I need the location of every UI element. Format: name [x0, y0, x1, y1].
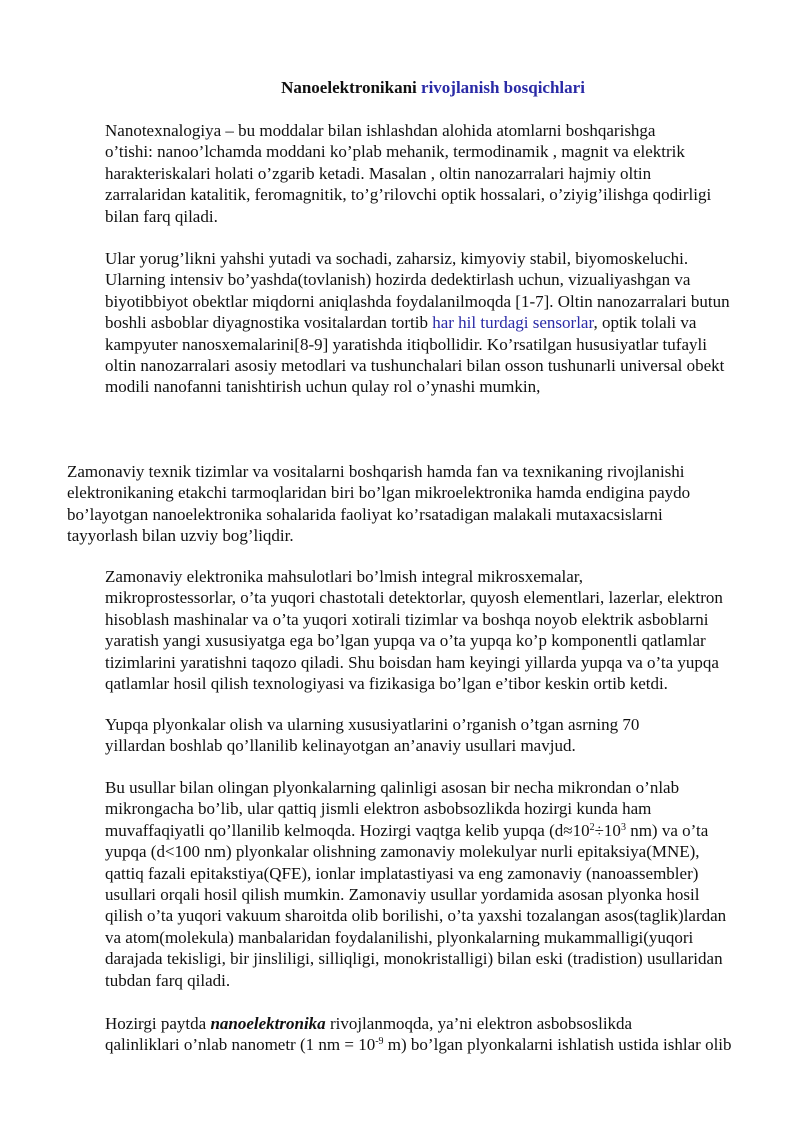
- title-part-2: rivojlanish bosqichlari: [421, 78, 585, 97]
- text-run: muvaffaqiyatli qo’llanilib kelmoqda. Hozirgi vaqtga kelib yupqa (d≈10: [105, 820, 590, 840]
- paragraph-4: [67, 566, 759, 694]
- paragraph-line: [67, 1013, 759, 1034]
- superscript: -9: [375, 1036, 384, 1048]
- paragraph-line: harakteriskalari holati o’zgarib ketadi. Masalan , oltin nanozarralari hajmiy oltin: [105, 163, 652, 183]
- paragraph-line: bilan farq qiladi.: [105, 206, 218, 226]
- paragraph-line: yupqa (d<100 nm) plyonkalar olishning zamonaviy molekulyar nurli epitaksiya(MNE),: [105, 842, 700, 862]
- text-run: qalinliklari o’nlab nanometr (1 nm = 10: [105, 1035, 376, 1055]
- emphasis-term: nanoelektronika: [210, 1014, 326, 1033]
- paragraph-line: [67, 312, 759, 333]
- paragraph-6: [67, 777, 759, 991]
- paragraph-line: bo’layotgan nanoelektronika sohalarida faoliyat ko’rsatadigan malakali mutaxacsislarni: [67, 504, 663, 524]
- superscript: 3: [620, 821, 626, 833]
- sensors-link[interactable]: har hil turdagi sensorlar: [432, 313, 594, 333]
- paragraph-line: Nanotexnalogiya – bu moddalar bilan ishlashdan alohida atomlarni boshqarishga: [105, 121, 656, 140]
- paragraph-line: mikrongacha bo’lib, ular qattiq jismli elektron asbobsozlikda hozirgi kunda ham: [105, 799, 652, 819]
- paragraph-line: oltin nanozarralari asosiy metodlari va tushunchalari bilan osson tushunarli universal obekt: [105, 356, 725, 376]
- paragraph-line: darajada tekisligi, bir jinsliligi, silliqligi, monokristalligi) bilan eski (tradistion) usullaridan: [105, 949, 723, 969]
- paragraph-1: [67, 120, 759, 227]
- paragraph-line: o’tishi: nanoo’lchamda moddani ko’plab mehanik, termodinamik , magnit va elektrik: [105, 142, 685, 162]
- paragraph-5: [67, 714, 759, 757]
- paragraph-line: tizimlarini yaratishni taqozo qiladi. Shu boisdan ham keyingi yillarda yupqa va o’ta yupqa: [105, 652, 719, 672]
- paragraph-line: [67, 820, 759, 841]
- text-run: Hozirgi paytda: [105, 1014, 211, 1033]
- paragraph-line: Yupqa plyonkalar olish va ularning xususiyatlarini o’rganish o’tgan asrning 70: [105, 715, 640, 734]
- paragraph-line: va atom(molekula) manbalaridan foydalanilishi, plyonkalarning mukammalligi(yuqori: [105, 927, 694, 947]
- paragraph-line: [67, 1034, 759, 1055]
- text-run: rivojlanmoqda, ya’ni elektron asbobsoslikda: [325, 1014, 633, 1033]
- paragraph-3: [67, 461, 759, 547]
- paragraph-2: [67, 248, 759, 398]
- paragraph-line: Zamonaviy elektronika mahsulotlari bo’lmish integral mikrosxemalar,: [105, 567, 584, 586]
- paragraph-line: biyotibbiyot obektlar miqdorni aniqlashda foydalanilmoqda [1-7]. Oltin nanozarralari butun: [105, 291, 730, 311]
- paragraph-line: hisoblash mashinalar va o’ta yuqori xotirali tizimlar va boshqa noyob elektrik asboblarni: [105, 609, 709, 629]
- paragraph-line: yaratish yangi xususiyatga ega bo’lgan yupqa va o’ta yupqa ko’p komponentli qatlamlar: [105, 631, 706, 651]
- title-part-1: Nanoelektronikani: [281, 78, 422, 97]
- text-run: m) bo’lgan plyonkalarni ishlatish ustida ishlar olib: [383, 1035, 732, 1055]
- paragraph-line: qattiq fazali epitakstiya(QFE), ionlar implatastiyasi va eng zamonaviy (nanoassembler): [105, 863, 699, 883]
- paragraph-line: Ularning intensiv bo’yashda(tovlanish) hozirda dedektirlash uchun, vizualiyashgan va: [105, 270, 691, 290]
- paragraph-line: tayyorlash bilan uzviy bog’liqdir.: [67, 526, 294, 546]
- paragraph-line: qatlamlar hosil qilish texnologiyasi va fizikasiga bo’lgan e’tibor keskin ortib ketdi.: [105, 674, 668, 694]
- paragraph-line: modili nanofanni tanishtirish uchun qulay rol o’ynashi mumkin,: [105, 377, 541, 397]
- paragraph-7: [67, 1013, 759, 1056]
- paragraph-line: zarralaridan katalitik, feromagnitik, to’g’rilovchi optik hossalari, o’ziyig’ilishga qodirligi: [105, 185, 712, 205]
- paragraph-line: elektronikaning etakchi tarmoqlaridan biri bo’lgan mikroelektronika hamda endigina paydo: [67, 483, 691, 503]
- text-run: nm) va o’ta: [625, 820, 709, 840]
- page-title: [0, 77, 800, 98]
- paragraph-line: Zamonaviy texnik tizimlar va vositalarni boshqarish hamda fan va texnikaning rivojlanishi: [67, 462, 685, 481]
- text-run: , optik tolali va: [593, 313, 697, 333]
- paragraph-line: usullari orqali hosil qilish mumkin. Zamonaviy usullar yordamida asosan plyonka hosil: [105, 885, 700, 905]
- paragraph-line: Bu usullar bilan olingan plyonkalarning qalinligi asosan bir necha mikrondan o’nlab: [105, 778, 680, 797]
- paragraph-line: Ular yorug’likni yahshi yutadi va sochadi, zaharsiz, kimyoviy stabil, biyomoskeluchi.: [105, 249, 689, 268]
- paragraph-line: tubdan farq qiladi.: [105, 970, 231, 990]
- text-run: ÷10: [594, 820, 621, 840]
- superscript: 2: [589, 821, 595, 833]
- paragraph-line: mikroprostessorlar, o’ta yuqori chastotali detektorlar, quyosh elementlari, lazerlar, elektron: [105, 588, 723, 608]
- paragraph-line: yillardan boshlab qo’llanilib kelinayotgan an’anaviy usullari mavjud.: [105, 736, 576, 756]
- text-run: boshli asboblar diyagnostika vositalardan tortib: [105, 313, 433, 333]
- paragraph-line: kampyuter nanosxemalarini[8-9] yaratishda itiqbollidir. Ko’rsatilgan hususiyatlar tufayli: [105, 334, 707, 354]
- paragraph-line: qilish o’ta yuqori vakuum sharoitda olib borilishi, o’ta yaxshi tozalangan asos(taglik)lardan: [105, 906, 727, 926]
